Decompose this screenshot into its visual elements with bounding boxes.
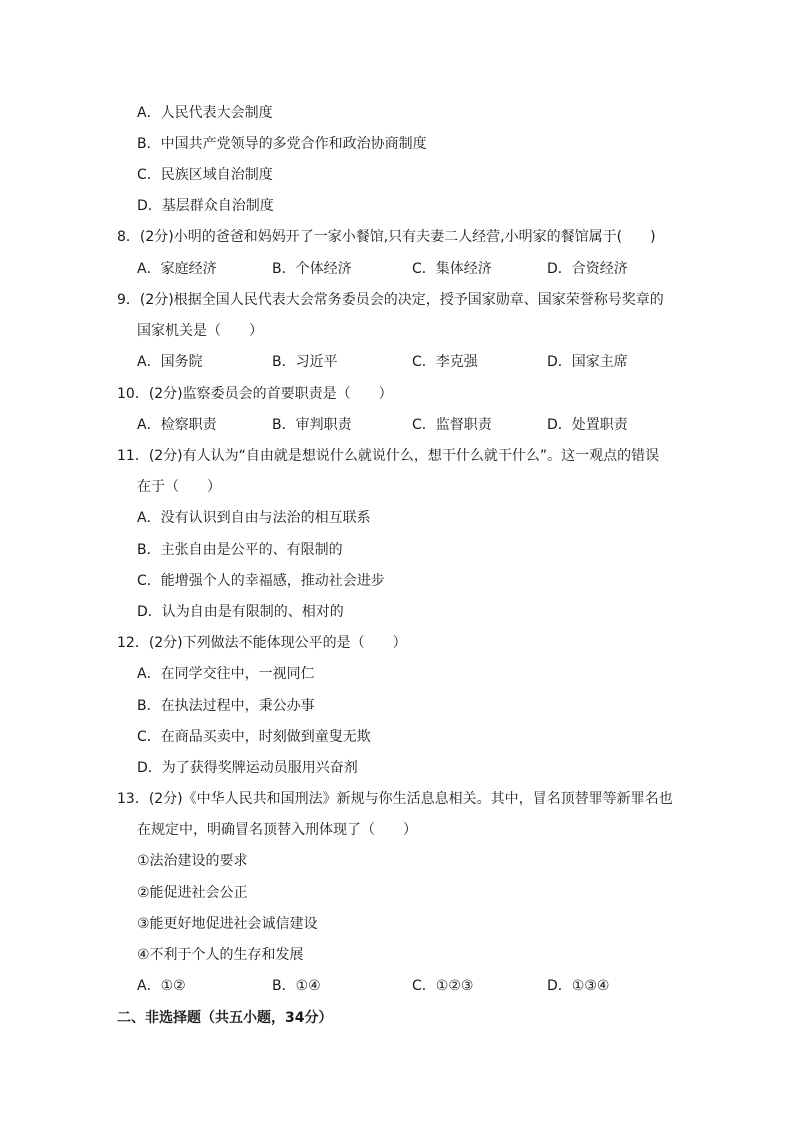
q9-option-d: D．国家主席 <box>547 354 628 370</box>
q8-option-d: D．合资经济 <box>547 261 628 277</box>
q13-option-b: B．①④ <box>272 978 321 994</box>
q12-option-b: B．在执法过程中，秉公办事 <box>137 698 315 714</box>
q10-option-d: D．处置职责 <box>547 417 628 433</box>
q8-option-b: B．个体经济 <box>272 261 352 277</box>
q12-option-c: C．在商品买卖中，时刻做到童叟无欺 <box>137 729 371 745</box>
q8-option-a: A．家庭经济 <box>137 261 217 277</box>
q11-option-b: B．主张自由是公平的、有限制的 <box>137 542 343 558</box>
q9-option-c: C．李克强 <box>412 354 478 370</box>
q12-stem: 12．(2分)下列做法不能体现公平的是（ ） <box>117 635 407 651</box>
q13-item-3: ③能更好地促进社会诚信建设 <box>137 916 318 932</box>
q7-option-d: D．基层群众自治制度 <box>137 198 274 214</box>
q13-stem-line1: 13．(2分)《中华人民共和国刑法》新规与你生活息息相关。其中，冒名顶替罪等新罪名也 <box>117 791 673 807</box>
q10-stem: 10．(2分)监察委员会的首要职责是（ ） <box>117 386 393 402</box>
q10-option-a: A．检察职责 <box>137 417 217 433</box>
q11-option-c: C．能增强个人的幸福感，推动社会进步 <box>137 573 385 589</box>
q13-item-2: ②能促进社会公正 <box>137 885 248 901</box>
q10-option-b: B．审判职责 <box>272 417 352 433</box>
q13-option-a: A．①② <box>137 978 186 994</box>
q7-option-c: C．民族区域自治制度 <box>137 167 273 183</box>
q8-stem: 8．(2分)小明的爸爸和妈妈开了一家小餐馆,只有夫妻二人经营,小明家的餐馆属于( ) <box>117 229 656 245</box>
q11-option-a: A．没有认识到自由与法治的相互联系 <box>137 510 371 526</box>
q9-stem-line1: 9．(2分)根据全国人民代表大会常务委员会的决定，授予国家勋章、国家荣誉称号奖章的 <box>117 292 664 308</box>
q9-option-a: A．国务院 <box>137 354 203 370</box>
q9-option-b: B．习近平 <box>272 354 338 370</box>
q13-option-c: C．①②③ <box>412 978 474 994</box>
q12-option-d: D．为了获得奖牌运动员服用兴奋剂 <box>137 760 358 776</box>
q11-stem-line2: 在于（ ） <box>137 479 221 495</box>
q9-stem-line2: 国家机关是（ ） <box>137 323 263 339</box>
q7-option-a: A．人民代表大会制度 <box>137 105 273 121</box>
q13-option-d: D．①③④ <box>547 978 610 994</box>
q13-item-4: ④不利于个人的生存和发展 <box>137 947 304 963</box>
q11-option-d: D．认为自由是有限制的、相对的 <box>137 604 344 620</box>
q10-option-c: C．监督职责 <box>412 417 492 433</box>
q8-option-c: C．集体经济 <box>412 261 492 277</box>
q13-item-1: ①法治建设的要求 <box>137 853 248 869</box>
section-heading: 二、非选择题（共五小题，34分） <box>117 1010 333 1026</box>
q13-stem-line2: 在规定中，明确冒名顶替入刑体现了（ ） <box>137 822 417 838</box>
q11-stem-line1: 11．(2分)有人认为“自由就是想说什么就说什么，想干什么就干什么”。这一观点的错误 <box>117 448 660 464</box>
q7-option-b: B．中国共产党领导的多党合作和政治协商制度 <box>137 136 427 152</box>
q12-option-a: A．在同学交往中，一视同仁 <box>137 666 315 682</box>
